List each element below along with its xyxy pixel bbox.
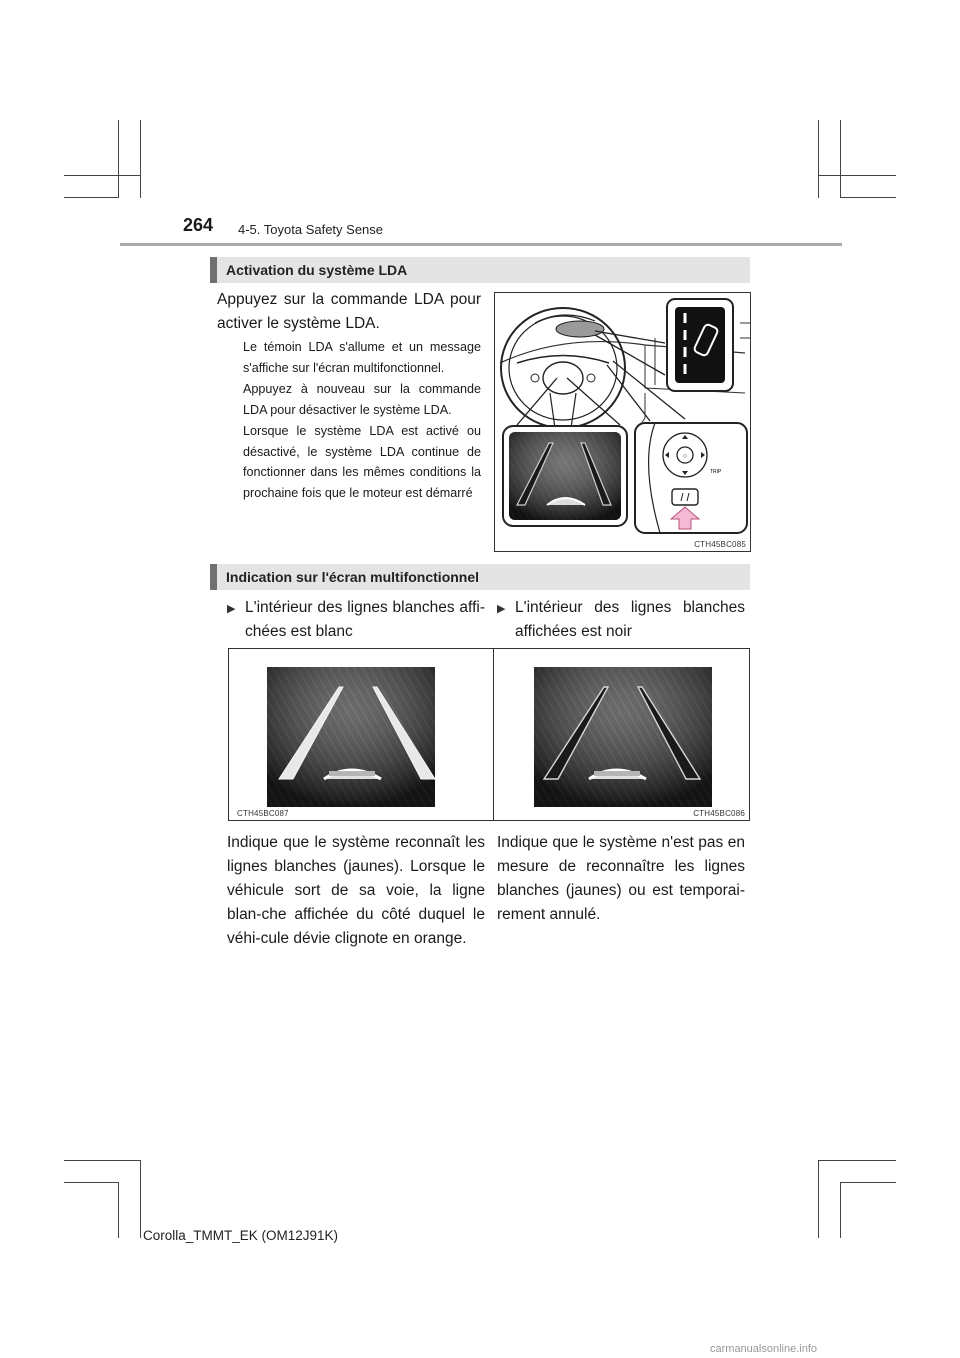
- white-lines-figure: [228, 648, 494, 821]
- footer-document-id: Corolla_TMMT_EK (OM12J91K): [143, 1228, 339, 1243]
- bullet-black-inside: ▶ L'intérieur des lignes blanches affichées est noir: [497, 596, 745, 644]
- cockpit-illustration: [495, 293, 750, 551]
- bullet-arrow-icon: ▶: [497, 603, 506, 615]
- svg-text:○: ○: [682, 453, 688, 460]
- page-number: 264: [183, 215, 214, 235]
- white-lines-description: Indique que le système reconnaît les lignes blanches (jaunes). Lorsque le véhicule sort de sa voie, la ligne blan-che affichée du côté duquel le véhi-cule dévie clignote en orange.: [227, 834, 485, 947]
- activation-intro: Appuyez sur la commande LDA pour activer le système LDA.: [217, 291, 481, 332]
- figure-code: CTH45BC087: [237, 809, 289, 818]
- bullet-white-inside: ▶ L'intérieur des lignes blanches affi-chées est blanc: [227, 596, 485, 644]
- black-lines-figure: [493, 648, 750, 821]
- black-lines-description: Indique que le système n'est pas en mesure de reconnaître les lignes blanches (jaunes) ou est temporai-rement annulé.: [497, 834, 745, 923]
- figure-code: CTH45BC086: [693, 809, 745, 818]
- figure-code: CTH45BC085: [694, 540, 746, 549]
- activation-note-3: Lorsque le système LDA est activé ou désactivé, le système LDA continue de fonctionner dans les mêmes conditions la prochaine fois que le moteur est démarré: [243, 424, 481, 500]
- activation-note-2: Appuyez à nouveau sur la commande LDA pour désactiver le système LDA.: [243, 382, 481, 417]
- bullet-arrow-icon: ▶: [227, 603, 236, 615]
- section-heading-indication: Indication sur l'écran multifonctionnel: [210, 564, 750, 590]
- section-title: 4-5. Toyota Safety Sense: [238, 222, 384, 237]
- header-divider: [120, 243, 842, 246]
- lane-display-black: [494, 649, 749, 820]
- activation-note-1: Le témoin LDA s'allume et un message s'affiche sur l'écran multifonctionnel.: [243, 340, 481, 375]
- section-heading-activation: Activation du système LDA: [210, 257, 750, 283]
- lda-switch-figure: [494, 292, 751, 552]
- watermark: carmanualsonline.info: [710, 1343, 818, 1355]
- lane-display-white: [229, 649, 493, 820]
- trip-label: TRIP: [710, 469, 722, 475]
